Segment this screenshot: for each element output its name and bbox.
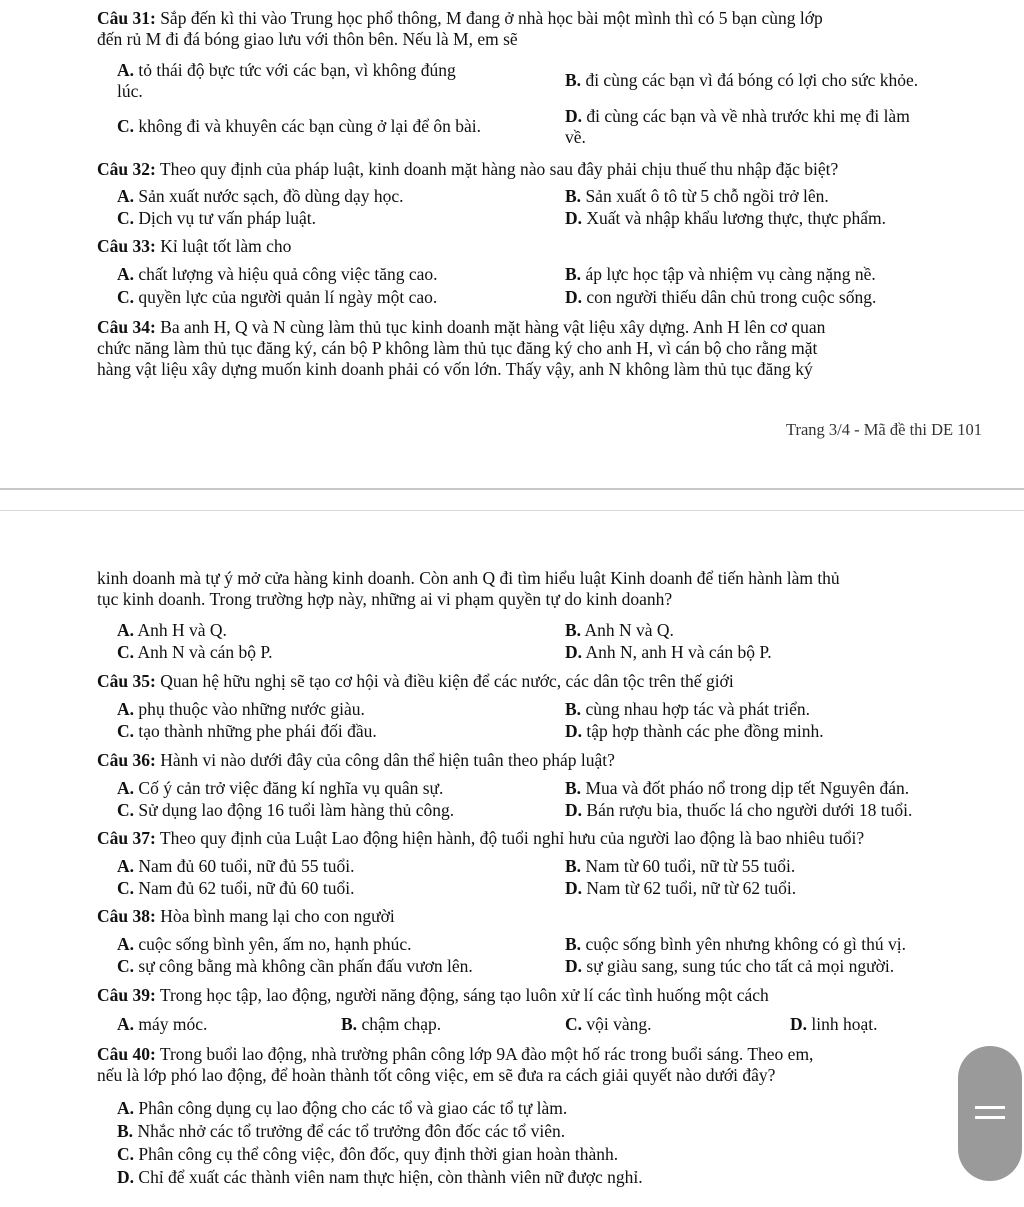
q35-option-c[interactable] [117, 721, 377, 742]
option-text: sự giàu sang, sung túc cho tất cả mọi người. [586, 956, 895, 976]
option-letter: B. [565, 186, 582, 206]
option-letter: D. [565, 208, 583, 228]
option-letter: A. [117, 264, 135, 284]
option-letter: C. [565, 1014, 583, 1034]
question-33-text: Kỉ luật tốt làm cho [160, 236, 292, 256]
option-letter: C. [117, 956, 135, 976]
q37-option-d[interactable] [565, 878, 796, 899]
question-35 [97, 671, 987, 692]
question-39 [97, 985, 987, 1006]
option-letter: B. [341, 1014, 358, 1034]
option-text: Nam đủ 60 tuổi, nữ đủ 55 tuổi. [138, 856, 355, 876]
option-text: về. [565, 127, 586, 147]
drag-handle[interactable] [958, 1046, 1022, 1181]
question-31 [97, 8, 987, 50]
option-letter: C. [117, 642, 135, 662]
q35-option-d[interactable] [565, 721, 824, 742]
q33-option-b[interactable] [565, 264, 876, 285]
option-text: Sản xuất ô tô từ 5 chỗ ngồi trở lên. [585, 186, 829, 206]
q38-option-c[interactable] [117, 956, 473, 977]
page-footer: Trang 3/4 - Mã đề thi DE 101 [785, 420, 982, 439]
option-text: quyền lực của người quản lí ngày một cao. [138, 287, 438, 307]
option-letter: A. [117, 699, 135, 719]
option-text: Cố ý cản trở việc đăng kí nghĩa vụ quân sự. [138, 778, 444, 798]
option-text: Nhắc nhở các tổ trưởng để các tổ trưởng đôn đốc các tổ viên. [137, 1121, 566, 1141]
option-letter: A. [117, 186, 135, 206]
option-text: máy móc. [138, 1014, 208, 1034]
option-text: vội vàng. [586, 1014, 652, 1034]
q32-option-a[interactable] [117, 186, 404, 207]
option-text: tập hợp thành các phe đồng minh. [586, 721, 824, 741]
option-text: cùng nhau hợp tác và phát triển. [585, 699, 810, 719]
q36-option-c[interactable] [117, 800, 454, 821]
question-32-text: Theo quy định của pháp luật, kinh doanh mặt hàng nào sau đây phải chịu thuế thu nhập đặc biệt? [159, 159, 839, 179]
option-letter: C. [117, 878, 135, 898]
q34-option-b[interactable] [565, 620, 674, 641]
q32-option-d[interactable] [565, 208, 886, 229]
q36-option-d[interactable] [565, 800, 912, 821]
q31-option-a[interactable] [117, 60, 537, 102]
option-letter: B. [565, 778, 582, 798]
q36-option-a[interactable] [117, 778, 443, 799]
option-text: sự công bằng mà không cần phấn đấu vươn lên. [138, 956, 473, 976]
q39-option-c[interactable] [565, 1014, 652, 1035]
option-letter: A. [117, 1098, 135, 1118]
q32-option-c[interactable] [117, 208, 316, 229]
option-letter: C. [117, 1144, 135, 1164]
q33-option-a[interactable] [117, 264, 438, 285]
question-33 [97, 236, 987, 257]
q39-option-b[interactable] [341, 1014, 441, 1035]
question-35-label: Câu 35: [97, 671, 156, 691]
option-text: chất lượng và hiệu quả công việc tăng cao. [138, 264, 438, 284]
question-39-text: Trong học tập, lao động, người năng động, sáng tạo luôn xử lí các tình huống một cách [159, 985, 769, 1005]
question-37 [97, 828, 987, 849]
question-40 [97, 1044, 987, 1086]
option-text: Anh N và cán bộ P. [137, 642, 273, 662]
option-letter: D. [565, 642, 583, 662]
option-text: áp lực học tập và nhiệm vụ càng nặng nề. [585, 264, 876, 284]
option-text: Anh N và Q. [584, 620, 674, 640]
question-35-text: Quan hệ hữu nghị sẽ tạo cơ hội và điều kiện để các nước, các dân tộc trên thế giới [160, 671, 734, 691]
q34-option-c[interactable] [117, 642, 273, 663]
q40-option-b[interactable] [117, 1121, 565, 1142]
option-text: cuộc sống bình yên nhưng không có gì thú vị. [585, 934, 907, 954]
page-3-bottom-section [0, 0, 1024, 470]
question-34-label: Câu 34: [97, 317, 156, 337]
q31-option-b[interactable] [565, 70, 918, 91]
option-text: phụ thuộc vào những nước giàu. [138, 699, 365, 719]
q40-option-a[interactable] [117, 1098, 567, 1119]
option-text: đi cùng các bạn vì đá bóng có lợi cho sức khỏe. [585, 70, 919, 90]
question-40-text-line1: Trong buổi lao động, nhà trường phân công lớp 9A đào một hố rác trong buổi sáng. Theo em, [159, 1044, 814, 1064]
option-letter: A. [117, 778, 135, 798]
q36-option-b[interactable] [565, 778, 909, 799]
question-31-text-line2: đến rủ M đi đá bóng giao lưu với thôn bên. Nếu là M, em sẽ [97, 29, 518, 49]
option-letter: B. [565, 620, 582, 640]
handle-grip-icon [975, 1106, 1005, 1109]
handle-grip-icon [975, 1116, 1005, 1119]
option-letter: D. [565, 878, 583, 898]
question-34 [97, 317, 987, 380]
question-31-label: Câu 31: [97, 8, 156, 28]
q38-option-a[interactable] [117, 934, 412, 955]
option-text: Bán rượu bia, thuốc lá cho người dưới 18 tuổi. [586, 800, 913, 820]
option-letter: C. [117, 208, 135, 228]
option-letter: B. [117, 1121, 134, 1141]
option-letter: D. [565, 106, 583, 126]
option-letter: A. [117, 1014, 135, 1034]
question-37-label: Câu 37: [97, 828, 156, 848]
option-text: Sản xuất nước sạch, đồ dùng dạy học. [138, 186, 404, 206]
question-32-label: Câu 32: [97, 159, 156, 179]
option-letter: C. [117, 287, 135, 307]
option-letter: A. [117, 934, 135, 954]
question-34-text-line5: tục kinh doanh. Trong trường hợp này, những ai vi phạm quyền tự do kinh doanh? [97, 589, 673, 609]
q31-option-c[interactable] [117, 116, 481, 137]
q31-option-d[interactable] [565, 106, 985, 148]
option-text: cuộc sống bình yên, ấm no, hạnh phúc. [138, 934, 412, 954]
option-text: Nam từ 62 tuổi, nữ từ 62 tuổi. [586, 878, 797, 898]
question-39-label: Câu 39: [97, 985, 156, 1005]
option-letter: D. [565, 721, 583, 741]
option-letter: C. [117, 800, 135, 820]
option-letter: A. [117, 856, 135, 876]
option-text: lúc. [117, 81, 143, 101]
option-letter: C. [117, 116, 135, 136]
question-31-text-line1: Sắp đến kì thi vào Trung học phổ thông, M đang ở nhà học bài một mình thì có 5 bạn cùng lớp [160, 8, 823, 28]
option-text: Phân công dụng cụ lao động cho các tổ và giao các tổ tự làm. [138, 1098, 568, 1118]
question-36-text: Hành vi nào dưới đây của công dân thể hiện tuân theo pháp luật? [160, 750, 615, 770]
q37-option-a[interactable] [117, 856, 354, 877]
q35-option-a[interactable] [117, 699, 365, 720]
question-34-text-line4: kinh doanh mà tự ý mở cửa hàng kinh doanh. Còn anh Q đi tìm hiểu luật Kinh doanh để tiến hành làm thủ [97, 568, 840, 588]
question-34-text-line2: chức năng làm thủ tục đăng ký, cán bộ P không làm thủ tục đăng ký cho anh H, vì cán bộ cho rằng mặt [97, 338, 818, 358]
option-letter: D. [565, 956, 583, 976]
question-38 [97, 906, 987, 927]
option-text: Nam từ 60 tuổi, nữ từ 55 tuổi. [585, 856, 796, 876]
page-4-top-section [0, 510, 1024, 1207]
option-letter: D. [117, 1167, 135, 1187]
q37-option-c[interactable] [117, 878, 354, 899]
page-gap [0, 490, 1024, 510]
q39-option-a[interactable] [117, 1014, 207, 1035]
question-34-continued [97, 568, 987, 610]
question-36-label: Câu 36: [97, 750, 156, 770]
question-38-text: Hòa bình mang lại cho con người [160, 906, 395, 926]
option-text: Anh H và Q. [137, 620, 227, 640]
option-text: chậm chạp. [361, 1014, 442, 1034]
option-text: Mua và đốt pháo nổ trong dịp tết Nguyên đán. [585, 778, 910, 798]
q40-option-d[interactable] [117, 1167, 643, 1188]
question-34-text-line3: hàng vật liệu xây dựng muốn kinh doanh phải có vốn lớn. Thấy vậy, anh N không làm thủ tục đăng ký [97, 359, 813, 379]
q34-option-a[interactable] [117, 620, 227, 641]
option-letter: B. [565, 70, 582, 90]
option-letter: D. [565, 800, 583, 820]
option-text: Dịch vụ tư vấn pháp luật. [138, 208, 317, 228]
q40-option-c[interactable] [117, 1144, 618, 1165]
option-letter: A. [117, 60, 135, 80]
question-34-text-line1: Ba anh H, Q và N cùng làm thủ tục kinh doanh mặt hàng vật liệu xây dựng. Anh H lên cơ quan [160, 317, 826, 337]
option-text: Xuất và nhập khẩu lương thực, thực phẩm. [586, 208, 887, 228]
option-letter: B. [565, 856, 582, 876]
q37-option-b[interactable] [565, 856, 795, 877]
q38-option-d[interactable] [565, 956, 894, 977]
option-text: con người thiếu dân chủ trong cuộc sống. [586, 287, 877, 307]
option-letter: B. [565, 934, 582, 954]
q34-option-d[interactable] [565, 642, 772, 663]
option-letter: D. [790, 1014, 808, 1034]
q39-option-d[interactable] [790, 1014, 878, 1035]
question-40-text-line2: nếu là lớp phó lao động, để hoàn thành tốt công việc, em sẽ đưa ra cách giải quyết nào dưới đây? [97, 1065, 776, 1085]
question-33-label: Câu 33: [97, 236, 156, 256]
question-32 [97, 159, 987, 180]
question-40-label: Câu 40: [97, 1044, 156, 1064]
option-text: Sử dụng lao động 16 tuổi làm hàng thủ công. [138, 800, 455, 820]
q38-option-b[interactable] [565, 934, 906, 955]
option-letter: B. [565, 699, 582, 719]
q35-option-b[interactable] [565, 699, 810, 720]
option-letter: B. [565, 264, 582, 284]
q33-option-c[interactable] [117, 287, 437, 308]
option-text: tỏ thái độ bực tức với các bạn, vì không đúng [138, 60, 456, 80]
option-text: Phân công cụ thể công việc, đôn đốc, quy định thời gian hoàn thành. [138, 1144, 619, 1164]
question-36 [97, 750, 987, 771]
option-text: tạo thành những phe phái đối đầu. [138, 721, 377, 741]
q32-option-b[interactable] [565, 186, 829, 207]
option-text: Chỉ để xuất các thành viên nam thực hiện, còn thành viên nữ được nghỉ. [138, 1167, 643, 1187]
question-38-label: Câu 38: [97, 906, 156, 926]
option-text: linh hoạt. [811, 1014, 878, 1034]
option-letter: A. [117, 620, 135, 640]
q33-option-d[interactable] [565, 287, 876, 308]
question-37-text: Theo quy định của Luật Lao động hiện hành, độ tuổi nghỉ hưu của người lao động là bao nhiêu tuổi? [159, 828, 865, 848]
option-text: Anh N, anh H và cán bộ P. [585, 642, 772, 662]
option-letter: D. [565, 287, 583, 307]
option-text: không đi và khuyên các bạn cùng ở lại để ôn bài. [138, 116, 482, 136]
option-text: Nam đủ 62 tuổi, nữ đủ 60 tuổi. [138, 878, 355, 898]
option-letter: C. [117, 721, 135, 741]
option-text: đi cùng các bạn và về nhà trước khi mẹ đi làm [586, 106, 910, 126]
